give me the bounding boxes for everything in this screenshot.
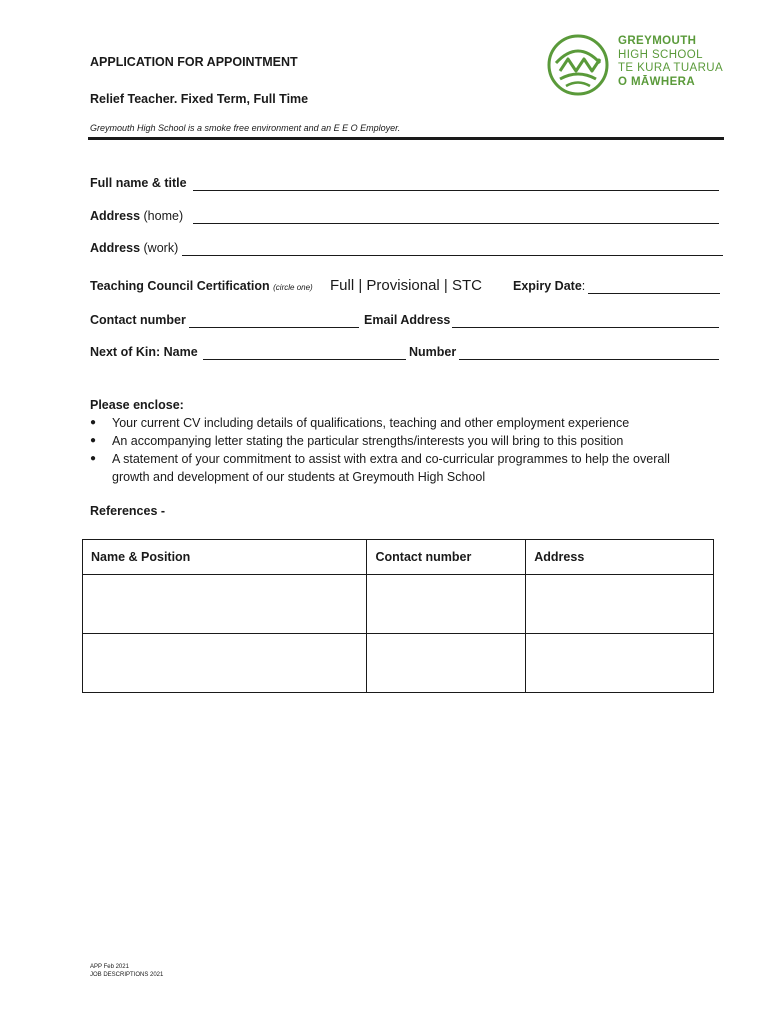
logo-line-4: O MĀWHERA <box>618 75 696 88</box>
expiry-date-field[interactable] <box>588 292 720 294</box>
logo-line-1: GREYMOUTH <box>618 35 697 47</box>
kin-number-field[interactable] <box>459 358 719 360</box>
school-emblem-icon <box>546 33 610 97</box>
table-row <box>83 634 714 693</box>
next-of-kin-name-field[interactable] <box>203 358 406 360</box>
email-label: Email Address <box>364 313 451 327</box>
references-table <box>82 539 714 693</box>
column-header-name-position: Name & Position <box>83 540 367 575</box>
email-field[interactable] <box>452 326 719 328</box>
address-home-field[interactable] <box>193 222 719 224</box>
address-home-label: Address (home) <box>90 209 184 223</box>
reference-1-address-cell[interactable] <box>526 575 714 634</box>
reference-2-contact-cell[interactable] <box>367 634 526 693</box>
enclose-heading: Please enclose: <box>90 398 184 412</box>
footer-line-1: APP Feb 2021 <box>90 964 129 970</box>
contact-number-label: Contact number <box>90 313 186 327</box>
reference-2-address-cell[interactable] <box>526 634 714 693</box>
reference-1-name-cell[interactable] <box>83 575 367 634</box>
expiry-date-label: Expiry Date: <box>513 279 586 293</box>
table-row <box>83 575 714 634</box>
footer-line-2: JOB DESCRIPTIONS 2021 <box>90 972 164 978</box>
references-heading: References - <box>90 504 166 518</box>
logo-line-3: TE KURA TUARUA <box>618 62 724 75</box>
column-header-contact-number: Contact number <box>367 540 526 575</box>
logo-line-2: HIGH SCHOOL <box>618 48 703 61</box>
next-of-kin-label: Next of Kin: Name <box>90 345 198 359</box>
certification-label: Teaching Council Certification (circle one) <box>90 279 313 293</box>
list-item: ● Your current CV including details of qualifications, teaching and other employment experience <box>90 414 700 432</box>
kin-number-label: Number <box>409 345 457 359</box>
reference-2-name-cell[interactable] <box>83 634 367 693</box>
full-name-label: Full name & title <box>90 176 187 190</box>
header-divider <box>88 137 724 140</box>
enclose-list <box>90 414 700 486</box>
full-name-field[interactable] <box>193 189 719 191</box>
address-work-label: Address (work) <box>90 241 179 255</box>
employer-statement: Greymouth High School is a smoke free environment and an E E O Employer. <box>90 123 401 133</box>
certification-options[interactable]: Full | Provisional | STC <box>330 277 482 294</box>
table-header-row <box>83 540 714 575</box>
column-header-address: Address <box>526 540 714 575</box>
page-title: APPLICATION FOR APPOINTMENT <box>90 55 298 69</box>
contact-number-field[interactable] <box>189 326 359 328</box>
address-work-field[interactable] <box>182 254 723 256</box>
page-subtitle: Relief Teacher. Fixed Term, Full Time <box>90 92 309 106</box>
list-item: ● A statement of your commitment to assist with extra and co-curricular programmes to help the overall growth and development of our students at Greymouth High School <box>90 450 700 486</box>
document-footer <box>90 963 163 979</box>
school-logo <box>546 33 726 99</box>
list-item: ● An accompanying letter stating the particular strengths/interests you will bring to this position <box>90 432 700 450</box>
reference-1-contact-cell[interactable] <box>367 575 526 634</box>
school-name-block <box>618 35 723 89</box>
